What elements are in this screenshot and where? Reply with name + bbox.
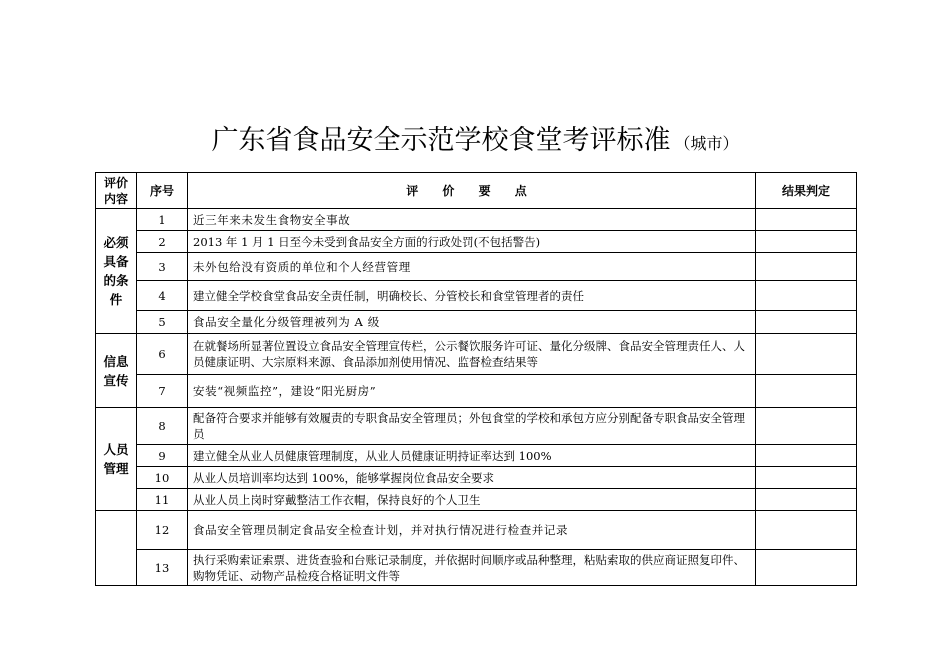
row-result-cell[interactable]: [756, 253, 857, 281]
row-result-cell[interactable]: [756, 445, 857, 467]
table-row: [96, 467, 857, 489]
row-point: 安装“视频监控”，建设“阳光厨房”: [188, 375, 756, 408]
row-result-cell[interactable]: [756, 511, 857, 550]
row-result-cell[interactable]: [756, 375, 857, 408]
row-result-cell[interactable]: [756, 209, 857, 231]
header-category: 评价内容: [96, 173, 137, 209]
row-number: 13: [137, 550, 188, 586]
row-result-cell[interactable]: [756, 334, 857, 375]
table-row: [96, 231, 857, 253]
row-point: 建立健全从业人员健康管理制度，从业人员健康证明持证率达到 100%: [188, 445, 756, 467]
title-subtitle: （城市）: [674, 134, 739, 153]
table-row: [96, 281, 857, 311]
page-title: [0, 118, 950, 157]
row-result-cell[interactable]: [756, 408, 857, 445]
category-info-publicity: 信息宣传: [96, 334, 137, 408]
row-number: 11: [137, 489, 188, 511]
row-point: 2013 年 1 月 1 日至今未受到食品安全方面的行政处罚(不包括警告): [188, 231, 756, 253]
row-result-cell[interactable]: [756, 550, 857, 586]
category-personnel-management: 人员管理: [96, 408, 137, 511]
row-point: 在就餐场所显著位置设立食品安全管理宣传栏，公示餐饮服务许可证、量化分级牌、食品安全管理责任人、人员健康证明、大宗原料来源、食品添加剂使用情况、监督检查结果等: [188, 334, 756, 375]
row-result-cell[interactable]: [756, 281, 857, 311]
row-number: 2: [137, 231, 188, 253]
row-point: 从业人员上岗时穿戴整洁工作衣帽，保持良好的个人卫生: [188, 489, 756, 511]
table-row: [96, 311, 857, 334]
evaluation-table: [95, 172, 857, 586]
table-row: [96, 489, 857, 511]
row-number: 1: [137, 209, 188, 231]
row-number: 7: [137, 375, 188, 408]
row-point: 建立健全学校食堂食品安全责任制，明确校长、分管校长和食堂管理者的责任: [188, 281, 756, 311]
table-row: [96, 550, 857, 586]
row-result-cell[interactable]: [756, 231, 857, 253]
header-result: 结果判定: [756, 173, 857, 209]
row-point: 配备符合要求并能够有效履责的专职食品安全管理员；外包食堂的学校和承包方应分别配备专职食品安全管理员: [188, 408, 756, 445]
row-point: 食品安全管理员制定食品安全检查计划，并对执行情况进行检查并记录: [188, 511, 756, 550]
table-row: [96, 375, 857, 408]
table-row: [96, 209, 857, 231]
row-point: 近三年来未发生食物安全事故: [188, 209, 756, 231]
row-number: 9: [137, 445, 188, 467]
row-number: 3: [137, 253, 188, 281]
row-number: 6: [137, 334, 188, 375]
category-unlabeled: [96, 511, 137, 586]
row-point: 未外包给没有资质的单位和个人经营管理: [188, 253, 756, 281]
row-number: 5: [137, 311, 188, 334]
table-row: [96, 408, 857, 445]
row-number: 10: [137, 467, 188, 489]
row-result-cell[interactable]: [756, 311, 857, 334]
row-number: 12: [137, 511, 188, 550]
row-point: 食品安全量化分级管理被列为 A 级: [188, 311, 756, 334]
table-row: [96, 334, 857, 375]
table-row: [96, 511, 857, 550]
row-result-cell[interactable]: [756, 489, 857, 511]
row-result-cell[interactable]: [756, 467, 857, 489]
row-number: 4: [137, 281, 188, 311]
category-required-conditions: 必须具备的条件: [96, 209, 137, 334]
header-number: 序号: [137, 173, 188, 209]
row-point: 从业人员培训率均达到 100%，能够掌握岗位食品安全要求: [188, 467, 756, 489]
header-points: 评 价 要 点: [188, 173, 756, 209]
table-row: [96, 445, 857, 467]
table-header-row: [96, 173, 857, 209]
table-row: [96, 253, 857, 281]
row-point: 执行采购索证索票、进货查验和台账记录制度，并依据时间顺序或品种整理，粘贴索取的供应商证照复印件、购物凭证、动物产品检疫合格证明文件等: [188, 550, 756, 586]
row-number: 8: [137, 408, 188, 445]
title-main: 广东省食品安全示范学校食堂考评标准: [211, 125, 671, 156]
